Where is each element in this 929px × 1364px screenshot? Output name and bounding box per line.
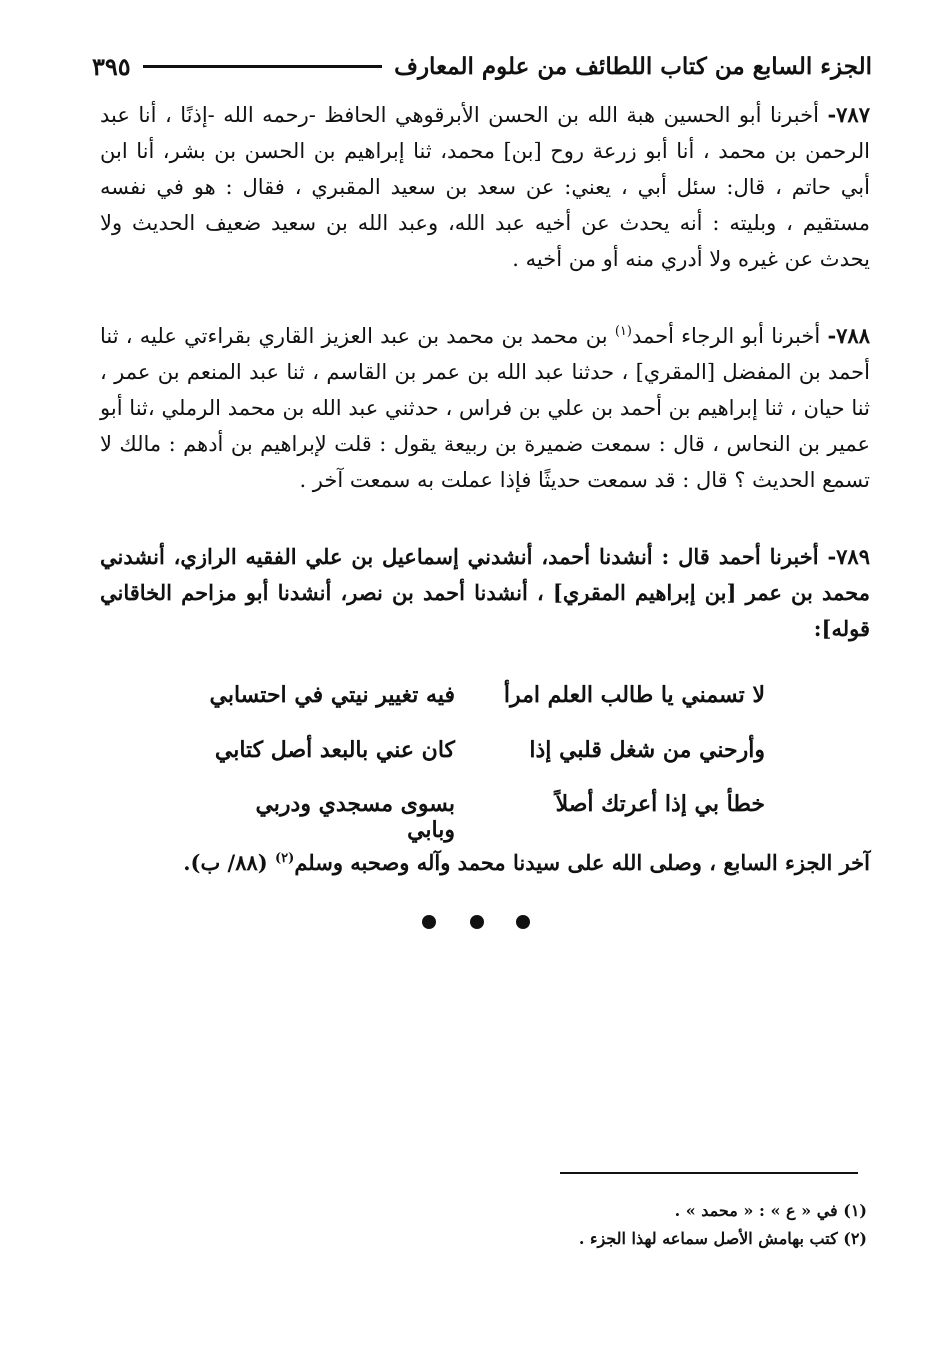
paragraph-788 [100,318,870,498]
paragraph-789 [100,539,870,647]
paragraph-text: أخبرنا أحمد قال : أنشدنا أحمد، أنشدني إسماعيل بن علي الفقيه الرازي، أنشدني محمد بن عمر [بن إبراهيم المقري] ، أنشدنا أحمد بن نصر، أنشدنا أبو مزاحم الخاقاني قوله]: [100,544,870,641]
closing-text: آخر الجزء السابع ، وصلى الله على سيدنا محمد وآله وصحبه وسلم [294,850,870,875]
verse-second-hemistich: فيه تغيير نيتي في احتسابي [209,682,455,708]
verse-first-hemistich: لا تسمني يا طالب العلم امرأ [503,682,765,708]
verse-second-hemistich: كان عني بالبعد أصل كتابي [214,737,455,763]
closing-line [100,845,870,881]
paragraph-text-cont: بن محمد بن محمد بن عبد العزيز القاري بقراءتي عليه ، ثنا أحمد بن المفضل [المقري] ، حدثنا عبد الله بن عمر بن القاسم ، ثنا عبد المنعم بن عمر ، ثنا حيان ، ثنا إبراهيم بن أحمد بن علي بن فراس ، حدثني عبد الله بن محمد الرملي ،ثنا أبو عمير بن النحاس ، قال : سمعت ضميرة بن ربيعة يقول : قلت لإبراهيم بن أدهم : مالك لا تسمع الحديث ؟ قال : قد سمعت حديثًا فإذا عملت به سمعت آخر . [100,324,870,492]
ornament-dot-icon [516,915,530,929]
footnote-1: (١) في « ع » : « محمد » . [674,1201,867,1220]
paragraph-text: أخبرنا أبو الرجاء أحمد [631,324,821,348]
footnote-ref-1: (١) [614,324,632,339]
paragraph-text: أخبرنا أبو الحسين هبة الله بن الحسن الأبرقوهي الحافظ -رحمه الله -إذنًا ، أنا عبد الرحمن بن محمد ، أنا أبو زرعة روح [بن] محمد، ثنا إبراهيم بن الحسن بن بشر، أنا ابن أبي حاتم ، قال: سئل أبي ، يعني: عن سعد بن سعيد المقبري ، فقال : هو في نفسه مستقيم ، وبليته : أنه يحدث عن أخيه عبد الله، وعبد الله بن سعيد ضعيف الحديث ولا يحدث عن غيره ولا أدري منه أو من أخيه . [100,103,870,271]
verse-line [100,682,870,708]
verse-line [100,737,870,763]
closing-folio: (٨٨/ ب). [183,850,276,875]
ornament-dot-icon [470,915,484,929]
paragraph-number: ٧٨٨- [827,323,870,348]
footnote-ref-2: (٢) [275,851,295,866]
footnote-2: (٢) كتب بهامش الأصل سماعه لهذا الجزء . [578,1229,867,1248]
page-number: ٣٩٥ [92,51,131,81]
page-header [92,46,872,86]
ornament-dot-icon [422,915,436,929]
verse-second-hemistich: بسوى مسجدي ودربي وبابي [255,791,455,843]
footnote-separator [560,1172,858,1174]
section-end-ornament [418,912,538,932]
verse-first-hemistich: وأرحني من شغل قلبي إذا [529,737,765,763]
paragraph-number: ٧٨٧- [827,102,870,127]
paragraph-number: ٧٨٩- [827,544,870,569]
verse-line [100,791,870,843]
header-rule [143,65,382,68]
running-title: الجزء السابع من كتاب اللطائف من علوم المعارف [394,52,872,80]
verse-first-hemistich: خطأ بي إذا أعرتك أصلاً [555,791,765,817]
paragraph-787 [100,97,870,277]
